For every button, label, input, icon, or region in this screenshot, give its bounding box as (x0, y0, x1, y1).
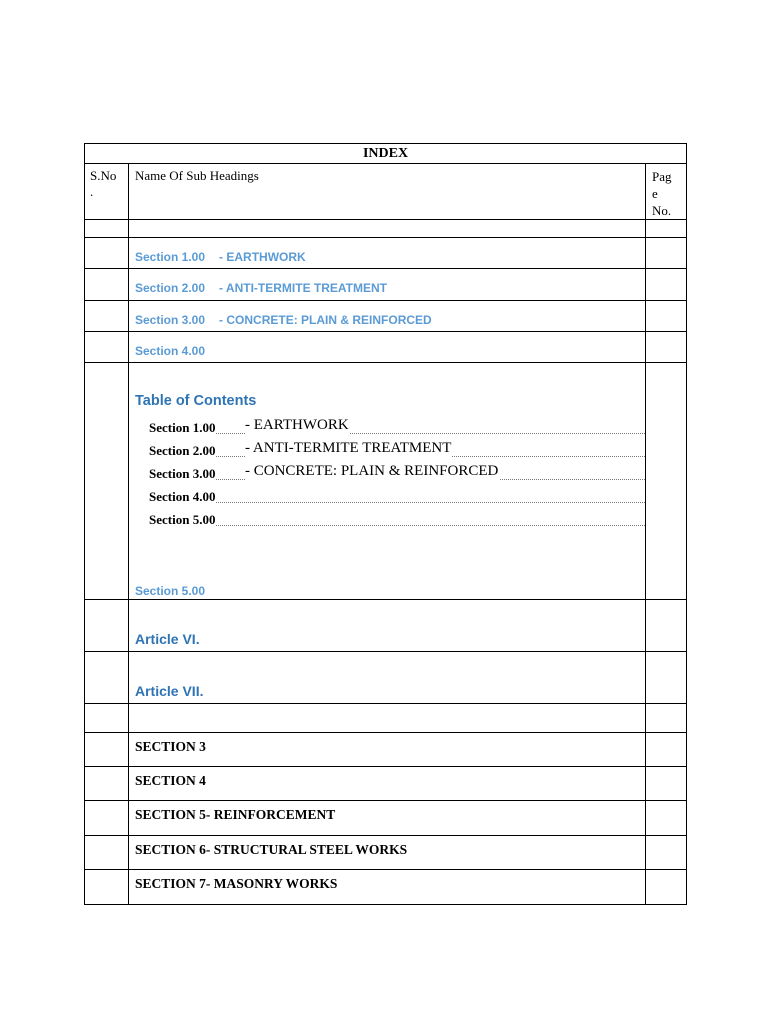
toc-entry-title: - ANTI-TERMITE TREATMENT (245, 440, 452, 456)
caps-section-row (85, 767, 687, 801)
toc-leader-dots (149, 525, 645, 526)
article-row (85, 652, 687, 704)
toc-entry-section: Section 1.00 (149, 420, 216, 435)
header-page-2: e (652, 186, 658, 201)
article-heading[interactable]: Article VI. (129, 600, 646, 652)
caps-section-label: SECTION 3 (129, 733, 646, 767)
toc-entry[interactable] (129, 415, 645, 438)
header-name: Name Of Sub Headings (129, 164, 646, 220)
section-link-2[interactable] (129, 269, 646, 301)
article-heading[interactable]: Article VII. (129, 652, 646, 704)
header-page-3: No. (652, 203, 672, 218)
section-title: - ANTI-TERMITE TREATMENT (219, 281, 388, 295)
header-page (646, 164, 687, 220)
toc-heading: Table of Contents (135, 393, 257, 409)
caps-section-row (85, 836, 687, 870)
toc-entry[interactable] (129, 438, 645, 461)
section-row (85, 301, 687, 332)
toc-entry-title: - CONCRETE: PLAIN & REINFORCED (245, 463, 499, 479)
section-label: Section 3.00 (135, 313, 206, 327)
section-link-1[interactable] (129, 238, 646, 269)
section-label: Section 4.00 (135, 344, 206, 358)
toc-cell (129, 363, 646, 600)
toc-entry-section: Section 2.00 (149, 443, 216, 458)
header-sno-text: S.No (90, 168, 117, 183)
section-link-4[interactable] (129, 332, 646, 363)
empty-row (85, 220, 687, 238)
toc-entry[interactable] (129, 461, 645, 484)
toc-entry-section: Section 5.00 (149, 512, 216, 527)
section-title: - CONCRETE: PLAIN & REINFORCED (219, 313, 432, 327)
article-row (85, 600, 687, 652)
section-link-3[interactable] (129, 301, 646, 332)
section-label: Section 2.00 (135, 281, 206, 295)
toc-leader-dots (149, 433, 645, 434)
toc-entry-title: - EARTHWORK (245, 417, 349, 433)
empty-row (85, 704, 687, 733)
caps-section-label: SECTION 7- MASONRY WORKS (129, 870, 646, 905)
section-link-5[interactable]: Section 5.00 (135, 584, 206, 598)
header-sno-dot: . (90, 184, 94, 199)
toc-entry-section: Section 3.00 (149, 466, 216, 481)
index-title-row (85, 144, 687, 164)
section-row (85, 238, 687, 269)
toc-entry[interactable] (129, 484, 645, 507)
caps-section-row (85, 733, 687, 767)
section-row (85, 332, 687, 363)
section-row (85, 269, 687, 301)
toc-row (85, 363, 687, 600)
section-label: Section 1.00 (135, 250, 206, 264)
caps-section-label: SECTION 4 (129, 767, 646, 801)
caps-section-label: SECTION 6- STRUCTURAL STEEL WORKS (129, 836, 646, 870)
header-row (85, 164, 687, 220)
caps-section-row (85, 870, 687, 905)
toc-entry[interactable] (129, 507, 645, 530)
caps-section-label: SECTION 5- REINFORCEMENT (129, 801, 646, 836)
caps-section-row (85, 801, 687, 836)
header-page-1: Pag (652, 169, 672, 184)
section-title: - EARTHWORK (219, 250, 306, 264)
index-table (84, 143, 687, 905)
index-title: INDEX (85, 144, 687, 164)
toc-entry-section: Section 4.00 (149, 489, 216, 504)
toc-leader-dots (149, 502, 645, 503)
header-sno (85, 164, 129, 220)
